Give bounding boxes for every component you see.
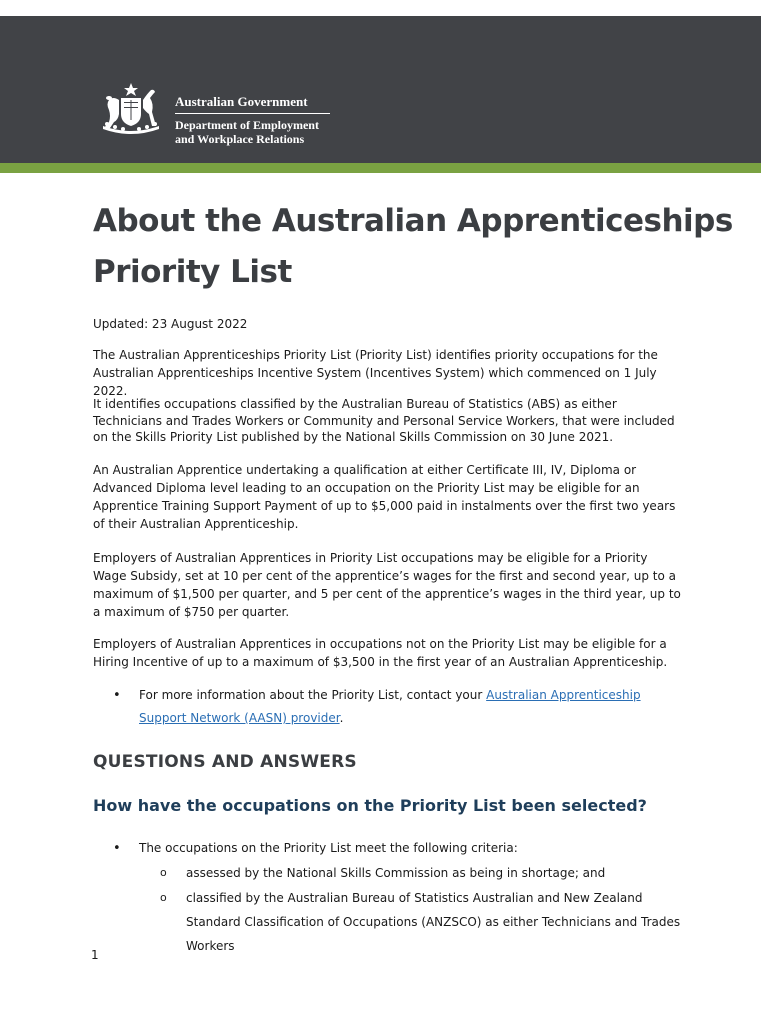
priority-wage-subsidy-paragraph: Employers of Australian Apprentices in Priority List occupations may be eligible for a Priority Wage Subsidy, set at 10 per cent of the apprentice’s wages for the first and second year, up to a maximum of $1,500 per quarter, and 5 per cent of the apprentice’s wages in the third year, up to a maximum of $750 per quarter. xyxy=(93,551,681,619)
page-title: About the Australian Apprenticeships Priority List xyxy=(93,203,733,290)
hiring-incentive-paragraph: Employers of Australian Apprentices in occupations not on the Priority List may be eligible for a Hiring Incentive of up to a maximum of $3,500 in the first year of an Australian Apprenticeship. xyxy=(93,637,668,669)
sub-bullet-icon: o xyxy=(160,891,167,904)
criteria-text: assessed by the National Skills Commission as being in shortage; and xyxy=(186,866,606,880)
coat-of-arms-icon xyxy=(95,82,167,134)
government-name: Australian Government xyxy=(175,94,308,109)
updated-date: Updated: 23 August 2022 xyxy=(93,317,248,331)
header-accent-bar xyxy=(0,163,761,173)
government-wordmark xyxy=(175,94,330,146)
sub-bullet-icon: o xyxy=(160,866,167,879)
info-bullet-text xyxy=(139,684,687,730)
criteria-intro-text: The occupations on the Priority List meet the following criteria: xyxy=(139,841,518,855)
page-number: 1 xyxy=(91,948,99,962)
section-heading: QUESTIONS AND ANSWERS xyxy=(93,752,357,772)
intro-paragraph: The Australian Apprenticeships Priority List (Priority List) identifies priority occupations for the Australian Apprenticeships Incentive System (Incentives System) which commenced on 1 July 2022. xyxy=(93,348,658,398)
classification-paragraph: It identifies occupations classified by the Australian Bureau of Statistics (ABS) as either Technicians and Trades Workers or Community and Personal Service Workers, that were included on the Skills Priority List published by the National Skills Commission on 30 June 2021. xyxy=(93,397,675,444)
bullet-icon: • xyxy=(113,841,121,856)
info-bullet-suffix: . xyxy=(339,711,344,725)
question-heading: How have the occupations on the Priority List been selected? xyxy=(93,796,647,815)
wordmark-divider xyxy=(175,113,330,114)
apprentice-payment-paragraph: An Australian Apprentice undertaking a qualification at either Certificate III, IV, Diploma or Advanced Diploma level leading to an occupation on the Priority List may be eligible for an Apprentice Training Support Payment of up to $5,000 paid in instalments over the first two years of their Australian Apprenticeship. xyxy=(93,463,676,531)
aasn-provider-link[interactable]: Australian Apprenticeship Support Network (AASN) provider xyxy=(139,688,641,725)
department-name-line-2: and Workplace Relations xyxy=(175,132,305,146)
criteria-text: classified by the Australian Bureau of Statistics Australian and New Zealand Standard Classification of Occupations (ANZSCO) as either Technicians and Trades Workers xyxy=(186,891,681,953)
bullet-icon: • xyxy=(113,688,121,703)
info-bullet-prefix: For more information about the Priority List, contact your xyxy=(139,688,487,702)
department-name-line-1: Department of Employment xyxy=(175,118,319,132)
